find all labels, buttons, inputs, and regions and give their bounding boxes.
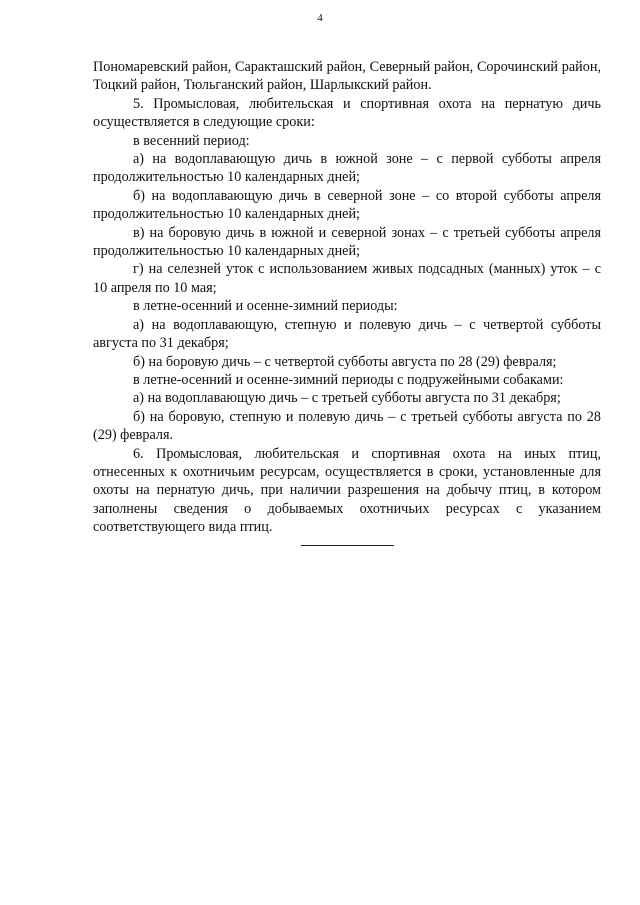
- paragraph-dogs-period: в летне-осенний и осенне-зимний периоды с подружейными собаками:: [133, 371, 564, 388]
- paragraph-spring-b: б) на водоплавающую дичь в северной зоне – со второй субботы апреля продолжительностью 10 календарных дней;: [93, 187, 601, 223]
- document-body: [93, 58, 601, 537]
- paragraph-clause-5: 5. Промысловая, любительская и спортивная охота на пернатую дичь осуществляется в следующие сроки:: [93, 95, 601, 131]
- paragraph-district-list: Пономаревский район, Саракташский район, Северный район, Сорочинский район, Тоцкий район, Тюльганский район, Шарлыкский район.: [93, 59, 601, 94]
- paragraph-spring-period: в весенний период:: [133, 132, 250, 149]
- paragraph-summer-winter-b: б) на боровую дичь – с четвертой субботы августа по 28 (29) февраля;: [133, 353, 557, 370]
- paragraph-spring-c: в) на боровую дичь в южной и северной зонах – с третьей субботы апреля продолжительностью 10 календарных дней;: [93, 224, 601, 260]
- paragraph-spring-a: а) на водоплавающую дичь в южной зоне – с первой субботы апреля продолжительностью 10 календарных дней;: [93, 151, 601, 186]
- paragraph-dogs-a: а) на водоплавающую дичь – с третьей субботы августа по 31 декабря;: [133, 390, 561, 407]
- paragraph-dogs-b: б) на боровую, степную и полевую дичь – с третьей субботы августа по 28 (29) февраля.: [93, 408, 601, 444]
- paragraph-summer-winter-a: а) на водоплавающую, степную и полевую дичь – с четвертой субботы августа по 31 декабря;: [93, 316, 601, 352]
- page-number: 4: [317, 12, 323, 24]
- end-of-document-line: [301, 545, 394, 546]
- paragraph-clause-6: 6. Промысловая, любительская и спортивная охота на иных птиц, отнесенных к охотничьим ресурсам, осуществляется в сроки, установленные для охоты на пернатую дичь, при наличии разрешения на добычу птиц, в котором заполнены сведения о добываемых охотничьих ресурсах с указанием соответствующего вида птиц.: [93, 445, 601, 536]
- paragraph-summer-winter-period: в летне-осенний и осенне-зимний периоды:: [133, 298, 398, 315]
- paragraph-spring-d: г) на селезней уток с использованием живых подсадных (манных) уток – с 10 апреля по 10 мая;: [93, 261, 601, 296]
